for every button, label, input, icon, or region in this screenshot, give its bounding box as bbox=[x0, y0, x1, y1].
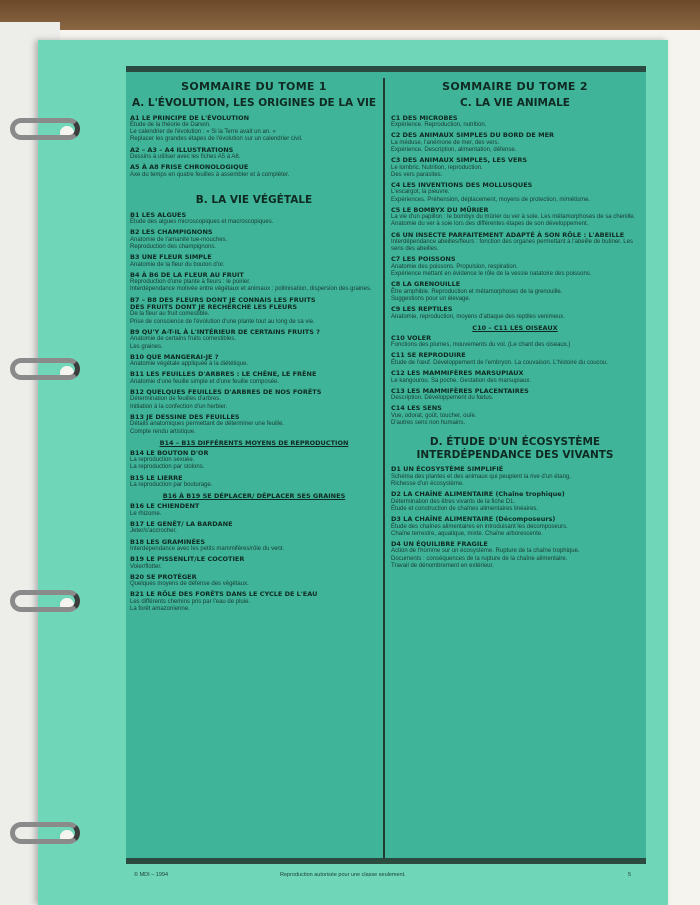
section-d-title: D. ÉTUDE D'UN ÉCOSYSTÈME INTERDÉPENDANCE DES VIVANTS bbox=[416, 436, 614, 461]
toc-entry bbox=[130, 115, 378, 144]
toc-entry bbox=[130, 164, 378, 179]
entry-title: B12 QUELQUES FEUILLES D'ARBRES DE NOS FORÊTS bbox=[130, 388, 322, 396]
wooden-table-edge bbox=[0, 0, 700, 30]
toc-entry bbox=[391, 516, 639, 538]
section-c-list-2 bbox=[391, 335, 639, 427]
entry-description: Action de l'homme sur un écosystème. Rupture de la chaîne trophique. Documents : conséquences de la rupture de la chaîne alimentaire. Travail de dénombrement en extérieur. bbox=[391, 548, 580, 569]
toc-entry bbox=[391, 207, 639, 229]
entry-description: Quelques moyens de défense des végétaux. bbox=[130, 581, 249, 588]
binder-ring-icon bbox=[10, 590, 80, 612]
entry-title: B13 JE DESSINE DES FEUILLES bbox=[130, 412, 240, 421]
toc-entry bbox=[391, 335, 639, 350]
reproduction-notice: Reproduction autorisée pour une classe seulement. bbox=[280, 872, 406, 878]
entry-description: Anatomie, reproduction, moyens d'attaque des reptiles venimeux. bbox=[391, 313, 565, 320]
toc-entry bbox=[130, 254, 378, 269]
entry-title: B7 – B8 DES FLEURS DONT JE CONNAIS LES FRUITS DES FRUITS DONT JE RECHERCHE LES FLEURS bbox=[130, 295, 316, 311]
toc-entry bbox=[391, 115, 639, 130]
toc-entry bbox=[391, 491, 639, 513]
toc-entry bbox=[391, 466, 639, 488]
toc-entry bbox=[391, 405, 639, 427]
b16-b19-banner: B16 À B19 SE DÉPLACER/ DÉPLACER SES GRAINES bbox=[162, 492, 346, 501]
entry-description: Voler/flotter. bbox=[130, 563, 162, 570]
entry-title: B16 LE CHIENDENT bbox=[130, 502, 200, 511]
binder-ring-icon bbox=[10, 822, 80, 844]
entry-title: C10 VOLER bbox=[391, 333, 432, 342]
page-number: 5 bbox=[628, 872, 632, 878]
toc-entry bbox=[391, 370, 639, 385]
toc-entry bbox=[130, 272, 378, 294]
entry-description: Dessins à utiliser avec les fiches A5 à A8. bbox=[130, 154, 241, 161]
entry-description: La reproduction par bouturage. bbox=[130, 482, 213, 488]
entry-title: C3 DES ANIMAUX SIMPLES, LES VERS bbox=[391, 156, 528, 165]
entry-description: Les différents chemins pris par l'eau de pluie. La forêt amazonienne. bbox=[130, 598, 251, 613]
toc-entry bbox=[130, 147, 378, 162]
entry-description: Détermination de feuilles d'arbres. Initiation à la confection d'un herbier. bbox=[130, 396, 228, 410]
toc-entry bbox=[130, 539, 378, 554]
entry-title: B3 UNE FLEUR SIMPLE bbox=[130, 253, 212, 262]
toc-entry bbox=[130, 389, 378, 411]
tome-2-title: SOMMAIRE DU TOME 2 bbox=[442, 80, 588, 93]
toc-entry bbox=[391, 388, 639, 403]
entry-title: C7 LES POISSONS bbox=[391, 255, 456, 264]
entry-title: C8 LA GRENOUILLE bbox=[391, 280, 461, 289]
entry-title: C9 LES REPTILES bbox=[391, 305, 453, 314]
entry-title: A1 LE PRINCIPE DE L'ÉVOLUTION bbox=[130, 113, 250, 122]
entry-title: C6 UN INSECTE PARFAITEMENT ADAPTÉ À SON RÔLE : L'ABEILLE bbox=[391, 230, 625, 239]
entry-title: B11 LES FEUILLES D'ARBRES : LE CHÊNE, LE FRÊNE bbox=[130, 370, 317, 379]
entry-description: Étude de la théorie de Darwin. Le calendrier de l'évolution : « Si la Terre avait un an. » Replacer les grandes étapes de l'évolution sur un calendrier civil. bbox=[130, 122, 303, 143]
section-a-list bbox=[130, 115, 378, 179]
entry-title: D1 UN ÉCOSYSTÈME SIMPLIFIÉ bbox=[391, 465, 504, 474]
entry-description: Fonctions des plumes, mouvements du vol. (Le chant des oiseaux.) bbox=[391, 342, 571, 349]
toc-entry bbox=[130, 475, 378, 490]
entry-description: Anatomie de la fleur du bouton d'or. bbox=[130, 261, 225, 268]
entry-title: A2 – A3 – A4 ILLUSTRATIONS bbox=[130, 145, 234, 154]
entry-title: B15 LE LIERRE bbox=[130, 473, 183, 482]
toc-entry bbox=[130, 212, 378, 227]
section-c-title: C. LA VIE ANIMALE bbox=[460, 97, 570, 109]
entry-description: Le lombric. Nutrition, reproduction. Des vers parasites. bbox=[391, 164, 483, 178]
toc-entry bbox=[391, 132, 639, 154]
toc-entry bbox=[130, 297, 378, 326]
entry-title: C1 DES MICROBES bbox=[391, 113, 458, 122]
entry-description: Être amphibie. Reproduction et métamorphoses de la grenouille. Suggestions pour un élevage. bbox=[391, 288, 563, 302]
entry-title: C12 LES MAMMIFÈRES MARSUPIAUX bbox=[391, 369, 524, 378]
column-divider bbox=[383, 78, 385, 860]
toc-entry bbox=[391, 182, 639, 204]
entry-description: Étude des chaînes alimentaires en introduisant les décomposeurs. Chaîne terrestre, aquatique, mixte. Chaîne arborescente. bbox=[391, 523, 568, 537]
entry-title: B4 À B6 DE LA FLEUR AU FRUIT bbox=[130, 270, 244, 279]
entry-description: L'escargot, la pieuvre. Expériences. Préhension, déplacement, moyens de protection, mimétisme. bbox=[391, 189, 591, 203]
entry-title: C2 DES ANIMAUX SIMPLES DU BORD DE MER bbox=[391, 131, 555, 140]
entry-title: D3 LA CHAÎNE ALIMENTAIRE (Décomposeurs) bbox=[391, 515, 556, 524]
toc-entry bbox=[391, 306, 639, 321]
entry-title: B21 LE RÔLE DES FORÊTS DANS LE CYCLE DE L'EAU bbox=[130, 590, 318, 599]
toc-entry bbox=[391, 352, 639, 367]
entry-description: Anatomie de certains fruits comestibles. Les graines. bbox=[130, 336, 237, 350]
entry-description: Étude des algues microscopiques et macroscopiques. bbox=[130, 219, 274, 225]
entry-title: C5 LE BOMBYX DU MÛRIER bbox=[391, 205, 489, 214]
entry-title: B19 LE PISSENLIT/LE COCOTIER bbox=[130, 555, 245, 564]
b14-b15-banner: B14 – B15 DIFFÉRENTS MOYENS DE REPRODUCTION bbox=[159, 438, 349, 447]
toc-entry bbox=[130, 329, 378, 351]
tome-1-title: SOMMAIRE DU TOME 1 bbox=[181, 80, 327, 93]
entry-description: Description. Développement du fœtus. bbox=[391, 395, 494, 402]
section-a-title: A. L'ÉVOLUTION, LES ORIGINES DE LA VIE bbox=[131, 97, 377, 109]
entry-title: B17 LE GENÊT/ LA BARDANE bbox=[130, 519, 233, 528]
entry-description: Le rhizome. bbox=[130, 510, 162, 517]
entry-description: La méduse, l'anémone de mer, des vers. Expérience. Description, alimentation, défense. bbox=[391, 139, 517, 153]
entry-description: La reproduction sexuée. La reproduction par stolons. bbox=[130, 457, 205, 471]
toc-entry bbox=[130, 450, 378, 472]
entry-description: Schéma des plantes et des animaux qui peuplent la rive d'un étang. Richesse d'un écosystème. bbox=[391, 473, 571, 488]
entry-title: C13 LES MAMMIFÈRES PLACENTAIRES bbox=[391, 386, 529, 395]
entry-description: La vie d'un papillon : le bombyx du mûrier ou ver à soie. Les métamorphoses de sa chenille. Anatomie du ver à soie lors des différentes étapes de son développement. bbox=[391, 214, 636, 228]
toc-entry bbox=[130, 503, 378, 518]
entry-title: B9 QU'Y A-T-IL À L'INTÉRIEUR DE CERTAINS FRUITS ? bbox=[130, 327, 320, 336]
entry-title: C14 LES SENS bbox=[391, 404, 442, 413]
entry-title: B2 LES CHAMPIGNONS bbox=[130, 228, 213, 237]
toc-entry bbox=[391, 256, 639, 278]
entry-title: D4 UN ÉQUILIBRE FRAGILE bbox=[391, 540, 488, 548]
entry-title: B20 SE PROTÉGER bbox=[130, 572, 197, 581]
toc-entry bbox=[130, 591, 378, 613]
entry-description: Reproduction d'une plante à fleurs : le poirier. Interdépendance motivée entre végétaux et animaux : pollinisation, dispersion des graines. bbox=[130, 279, 372, 293]
entry-title: B18 LES GRAMINÉES bbox=[130, 537, 206, 546]
entry-description: Jeter/s'accrocher. bbox=[130, 528, 177, 535]
toc-entry bbox=[391, 157, 639, 179]
section-b-list-2 bbox=[130, 450, 378, 490]
entry-title: B14 LE BOUTON D'OR bbox=[130, 448, 209, 457]
section-d-list bbox=[391, 466, 639, 570]
entry-description: Anatomie d'une feuille simple et d'une feuille composée. bbox=[130, 378, 280, 385]
entry-title: D2 LA CHAÎNE ALIMENTAIRE (Chaîne trophique) bbox=[391, 490, 565, 499]
entry-description: Étude de l'œuf. Développement de l'embryon. La couvaison. L'histoire du coucou. bbox=[391, 359, 608, 366]
table-of-contents bbox=[126, 66, 646, 864]
entry-description: De la fleur au fruit comestible. Prise de conscience de l'évolution d'une plante tout au long de sa vie. bbox=[130, 311, 315, 325]
section-b-list-3 bbox=[130, 503, 378, 613]
toc-entry bbox=[130, 414, 378, 436]
entry-title: B1 LES ALGUES bbox=[130, 210, 187, 219]
section-c-list bbox=[391, 115, 639, 321]
tome-1-column bbox=[130, 80, 378, 616]
toc-entry bbox=[130, 556, 378, 571]
entry-title: C4 LES INVENTIONS DES MOLLUSQUES bbox=[391, 180, 533, 189]
section-b-list bbox=[130, 212, 378, 436]
toc-entry bbox=[391, 541, 639, 570]
tome-2-column bbox=[391, 80, 639, 573]
toc-entry bbox=[130, 371, 378, 386]
entry-description: Interdépendance abeilles/fleurs : fonction des organes permettant à l'abeille de butiner. Les sens des abeilles. bbox=[391, 239, 633, 253]
toc-entry bbox=[391, 232, 639, 254]
entry-description: Détermination des êtres vivants de la fiche D1. Étude et construction de chaînes alimentaires linéaires. bbox=[391, 498, 539, 512]
entry-description: Anatomie des poissons. Propulsion, respiration. Expérience mettant en évidence le rôle de la vessie natatoire des poissons. bbox=[391, 263, 592, 278]
toc-entry bbox=[130, 521, 378, 536]
copyright-footer: © MDI – 1994 bbox=[134, 872, 169, 878]
entry-description: Expérience. Reproduction, nutrition. bbox=[391, 122, 487, 129]
entry-title: C11 SE REPRODUIRE bbox=[391, 351, 466, 360]
toc-entry bbox=[130, 354, 378, 369]
entry-description: Le kangourou. Sa poche. Gestation des marsupiaux. bbox=[391, 377, 532, 384]
entry-description: Détails anatomiques permettant de déterminer une feuille. Compte rendu artistique. bbox=[130, 421, 285, 435]
toc-entry bbox=[130, 229, 378, 251]
entry-description: Anatomie de l'amanite tue-mouches. Reproduction des champignons. bbox=[130, 236, 228, 250]
binder-ring-icon bbox=[10, 358, 80, 380]
entry-description: Interdépendance avec les petits mammifères/rôle du vent. bbox=[130, 545, 285, 552]
binder-ring-icon bbox=[10, 118, 80, 140]
toc-entry bbox=[391, 281, 639, 303]
entry-title: B10 QUE MANGERAI-JE ? bbox=[130, 352, 219, 361]
c10-c11-banner: C10 – C11 LES OISEAUX bbox=[472, 323, 558, 332]
entry-description: Axe du temps en quatre feuilles à assembler et à compléter. bbox=[130, 171, 290, 178]
entry-title: A5 À A8 FRISE CHRONOLOGIQUE bbox=[130, 163, 249, 172]
toc-entry bbox=[130, 574, 378, 589]
entry-description: Vue, odorat, goût, toucher, ouïe. D'autres sens non humains. bbox=[391, 412, 477, 427]
entry-description: Anatomie végétale appliquée à la diététique. bbox=[130, 361, 249, 368]
section-b-title: B. LA VIE VÉGÉTALE bbox=[195, 193, 313, 206]
